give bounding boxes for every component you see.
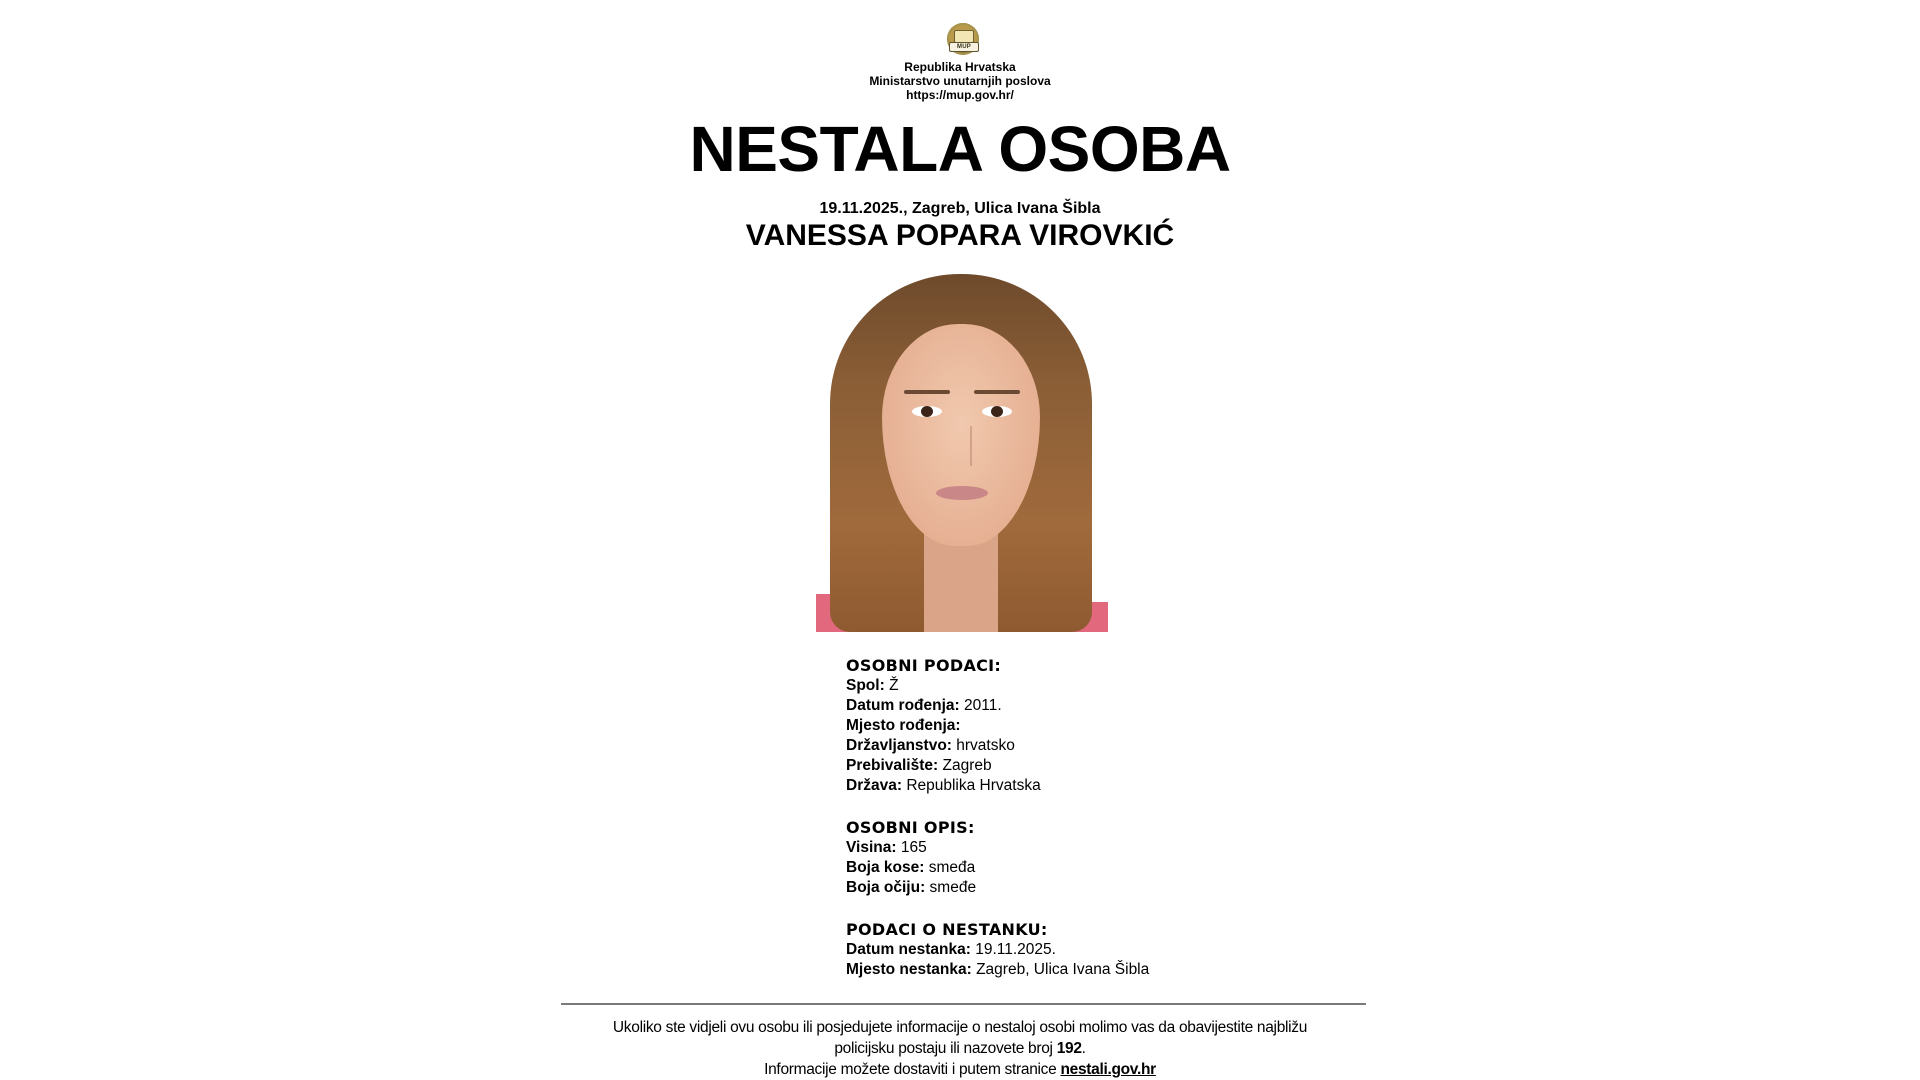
- row-hair-color: [846, 858, 1446, 878]
- footer-phone-line: [0, 1038, 1920, 1059]
- row-label: Mjesto rođenja:: [846, 717, 961, 734]
- photo-brow-left: [904, 390, 950, 394]
- row-value: smeđe: [929, 879, 977, 896]
- row-country: [846, 776, 1446, 796]
- row-residence: [846, 756, 1446, 776]
- row-label: Prebivalište:: [846, 757, 939, 774]
- row-sex: [846, 676, 1446, 696]
- row-value: hrvatsko: [956, 737, 1015, 754]
- row-label: Boja očiju:: [846, 879, 926, 896]
- emblem-ribbon: MUP: [949, 42, 979, 52]
- row-missing-date: [846, 940, 1446, 960]
- person-details: [846, 656, 1446, 1002]
- row-label: Država:: [846, 777, 902, 794]
- row-label: Boja kose:: [846, 859, 925, 876]
- section-title: PODACI O NESTANKU:: [846, 920, 1048, 939]
- emergency-phone-number: 192: [1056, 1040, 1082, 1057]
- section-personal-description: [846, 818, 1446, 898]
- section-personal-data: [846, 656, 1446, 796]
- row-height: [846, 838, 1446, 858]
- footer-divider: [561, 1003, 1366, 1005]
- row-birth-date: [846, 696, 1446, 716]
- row-value: 19.11.2025.: [975, 941, 1056, 958]
- row-value: Ž: [889, 677, 899, 694]
- row-missing-place: [846, 960, 1446, 980]
- row-label: Mjesto nestanka:: [846, 961, 972, 978]
- photo-brow-right: [974, 390, 1020, 394]
- row-citizenship: [846, 736, 1446, 756]
- page-title: NESTALA OSOBA: [689, 113, 1231, 185]
- section-disappearance: [846, 920, 1446, 980]
- row-value: 2011.: [964, 697, 1002, 714]
- row-label: Spol:: [846, 677, 885, 694]
- row-value: smeđa: [928, 859, 976, 876]
- row-eye-color: [846, 878, 1446, 898]
- row-birth-place: [846, 716, 1446, 736]
- person-name: VANESSA POPARA VIROVKIĆ: [745, 219, 1175, 252]
- row-value: 165: [900, 839, 927, 856]
- country-name: Republika Hrvatska: [904, 60, 1016, 74]
- section-title: OSOBNI PODACI:: [846, 656, 1002, 675]
- footer-instructions: Ukoliko ste vidjeli ovu osobu ili posjedujete informacije o nestaloj osobi molimo vas da obavijestite najbližu: [612, 1019, 1308, 1036]
- nestali-website-link[interactable]: nestali.gov.hr: [1060, 1061, 1156, 1078]
- ministry-name: Ministarstvo unutarnjih poslova: [869, 74, 1051, 88]
- photo-eye-left: [912, 406, 942, 417]
- row-value: Zagreb, Ulica Ivana Šibla: [976, 961, 1150, 978]
- ministry-url[interactable]: https://mup.gov.hr/: [906, 88, 1014, 102]
- footer-website-prefix: Informacije možete dostaviti i putem stranice: [764, 1061, 1061, 1078]
- mup-emblem-icon: [945, 23, 981, 57]
- event-date-location: 19.11.2025., Zagreb, Ulica Ivana Šibla: [819, 200, 1101, 217]
- row-label: Visina:: [846, 839, 897, 856]
- photo-mouth: [936, 486, 988, 500]
- row-value: Republika Hrvatska: [906, 777, 1041, 794]
- photo-nose: [954, 426, 972, 466]
- row-label: Datum nestanka:: [846, 941, 971, 958]
- section-title: OSOBNI OPIS:: [846, 818, 975, 837]
- footer-website-line: [0, 1059, 1920, 1080]
- person-photo: [816, 266, 1108, 632]
- row-label: Datum rođenja:: [846, 697, 960, 714]
- footer-phone-suffix: .: [1081, 1040, 1086, 1057]
- photo-eye-right: [982, 406, 1012, 417]
- footer-phone-prefix: policijsku postaju ili nazovete broj: [834, 1040, 1057, 1057]
- row-label: Državljanstvo:: [846, 737, 952, 754]
- row-value: Zagreb: [942, 757, 992, 774]
